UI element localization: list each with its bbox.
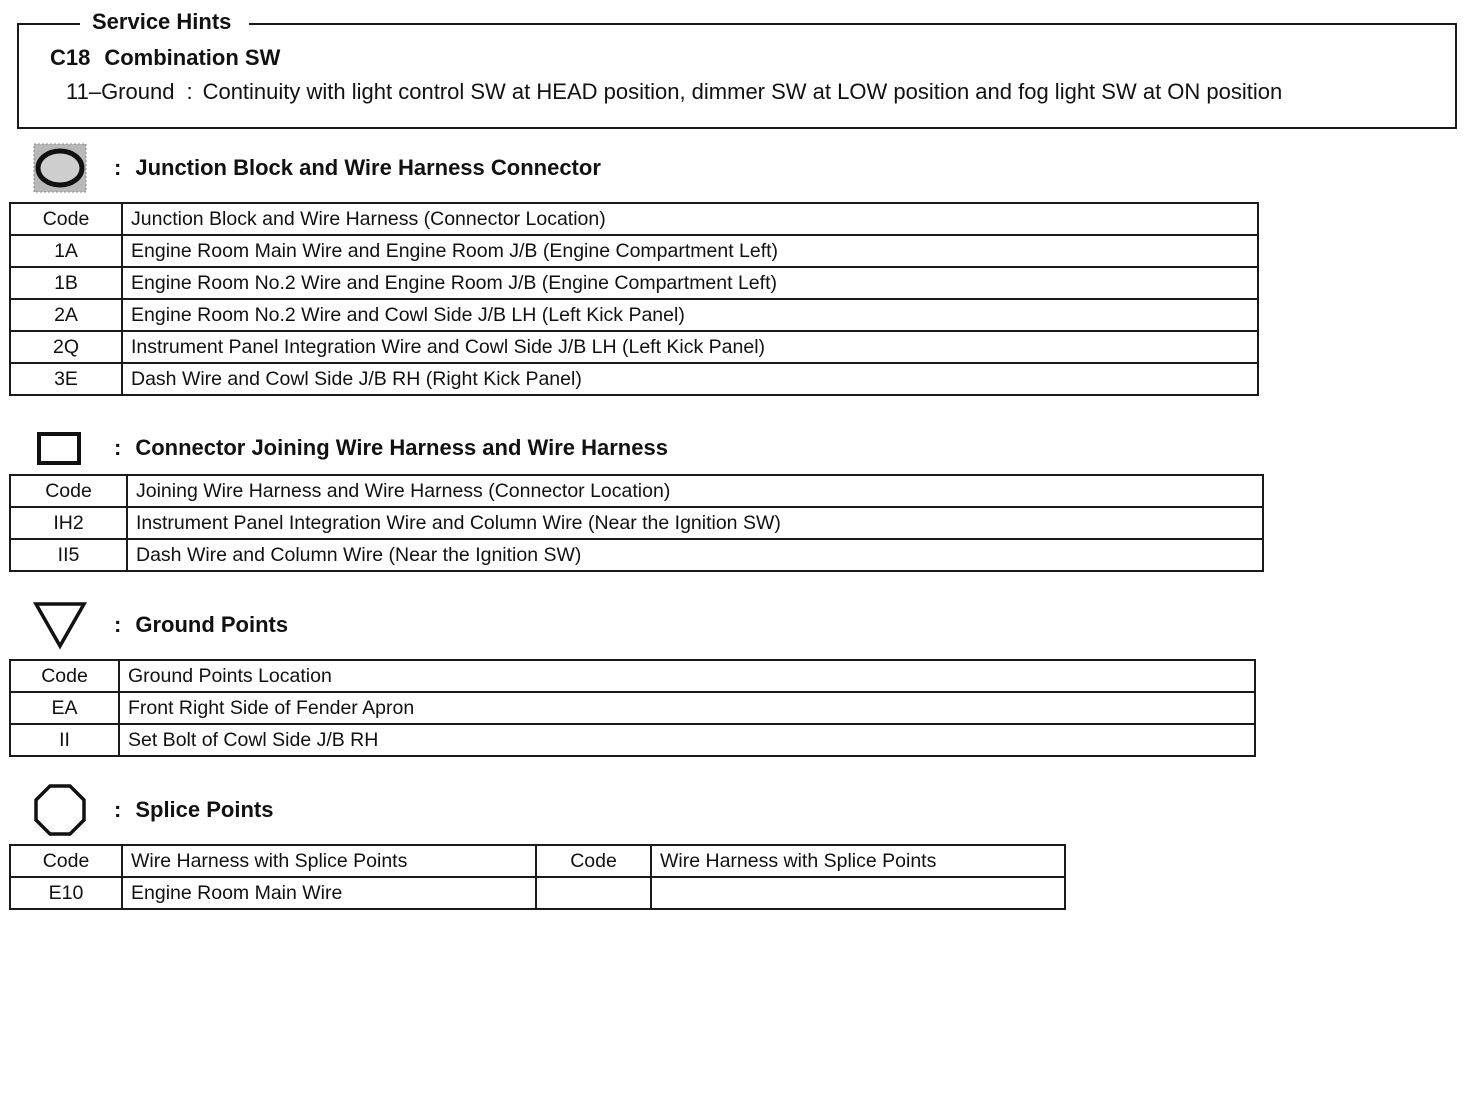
table-row	[10, 692, 1255, 724]
service-hints-box	[17, 23, 1457, 129]
row-code: 2A	[10, 299, 122, 331]
terminal-label: 11–Ground	[66, 79, 175, 104]
header-code: Code	[10, 845, 122, 877]
continuity-hint	[66, 78, 1282, 106]
splice-points-section-header	[30, 782, 273, 838]
row-description: Engine Room Main Wire	[122, 877, 536, 909]
table-header-row	[10, 845, 1065, 877]
row-description	[651, 877, 1065, 909]
header-description: Joining Wire Harness and Wire Harness (Connector Location)	[127, 475, 1263, 507]
header-description: Wire Harness with Splice Points	[651, 845, 1065, 877]
junction-block-section-header	[30, 140, 601, 196]
row-code: IH2	[10, 507, 127, 539]
header-description: Wire Harness with Splice Points	[122, 845, 536, 877]
splice-octagon-icon	[30, 782, 90, 838]
table-header-row	[10, 203, 1258, 235]
component-heading	[50, 44, 280, 72]
table-row	[10, 539, 1263, 571]
table-row	[10, 235, 1258, 267]
row-description: Engine Room No.2 Wire and Engine Room J/B (Engine Compartment Left)	[122, 267, 1258, 299]
row-description: Dash Wire and Column Wire (Near the Ignition SW)	[127, 539, 1263, 571]
row-description: Dash Wire and Cowl Side J/B RH (Right Kick Panel)	[122, 363, 1258, 395]
row-code: 1B	[10, 267, 122, 299]
component-code: C18	[50, 45, 91, 70]
ground-points-title: Ground Points	[135, 612, 289, 637]
junction-block-colon: :	[114, 155, 122, 180]
row-code: II	[10, 724, 119, 756]
row-description: Engine Room No.2 Wire and Cowl Side J/B LH (Left Kick Panel)	[122, 299, 1258, 331]
hint-separator: :	[186, 79, 193, 104]
header-description: Ground Points Location	[119, 660, 1255, 692]
ground-points-section-header	[30, 597, 288, 653]
header-code: Code	[10, 475, 127, 507]
row-code: 1A	[10, 235, 122, 267]
row-code: EA	[10, 692, 119, 724]
joining-connector-section-header	[30, 420, 668, 476]
table-row	[10, 507, 1263, 539]
row-code: 3E	[10, 363, 122, 395]
splice-points-table	[9, 844, 1066, 910]
joining-connector-table	[9, 474, 1264, 572]
row-code	[536, 877, 651, 909]
row-description: Front Right Side of Fender Apron	[119, 692, 1255, 724]
table-row	[10, 877, 1065, 909]
component-name: Combination SW	[104, 45, 281, 70]
table-header-row	[10, 660, 1255, 692]
hint-description: Continuity with light control SW at HEAD position, dimmer SW at LOW position and fog light SW at ON position	[202, 79, 1283, 104]
table-header-row	[10, 475, 1263, 507]
table-row	[10, 299, 1258, 331]
splice-points-colon: :	[114, 797, 122, 822]
row-description: Engine Room Main Wire and Engine Room J/B (Engine Compartment Left)	[122, 235, 1258, 267]
row-description: Instrument Panel Integration Wire and Cowl Side J/B LH (Left Kick Panel)	[122, 331, 1258, 363]
ground-points-colon: :	[114, 612, 122, 637]
joining-connector-title: Connector Joining Wire Harness and Wire Harness	[135, 435, 668, 460]
header-code: Code	[10, 660, 119, 692]
table-row	[10, 724, 1255, 756]
junction-block-table	[9, 202, 1259, 396]
row-code: E10	[10, 877, 122, 909]
ground-triangle-icon	[30, 597, 90, 653]
joining-connector-colon: :	[114, 435, 122, 460]
ground-points-table	[9, 659, 1256, 757]
junction-block-oval-icon	[30, 140, 90, 196]
splice-points-title: Splice Points	[135, 797, 274, 822]
row-description: Set Bolt of Cowl Side J/B RH	[119, 724, 1255, 756]
table-row	[10, 363, 1258, 395]
header-code: Code	[10, 203, 122, 235]
header-code: Code	[536, 845, 651, 877]
header-description: Junction Block and Wire Harness (Connector Location)	[122, 203, 1258, 235]
rectangle-connector-icon	[30, 420, 90, 476]
service-hints-title: Service Hints	[80, 8, 249, 36]
row-code: II5	[10, 539, 127, 571]
table-row	[10, 267, 1258, 299]
row-code: 2Q	[10, 331, 122, 363]
junction-block-title: Junction Block and Wire Harness Connector	[135, 155, 601, 180]
row-description: Instrument Panel Integration Wire and Column Wire (Near the Ignition SW)	[127, 507, 1263, 539]
table-row	[10, 331, 1258, 363]
